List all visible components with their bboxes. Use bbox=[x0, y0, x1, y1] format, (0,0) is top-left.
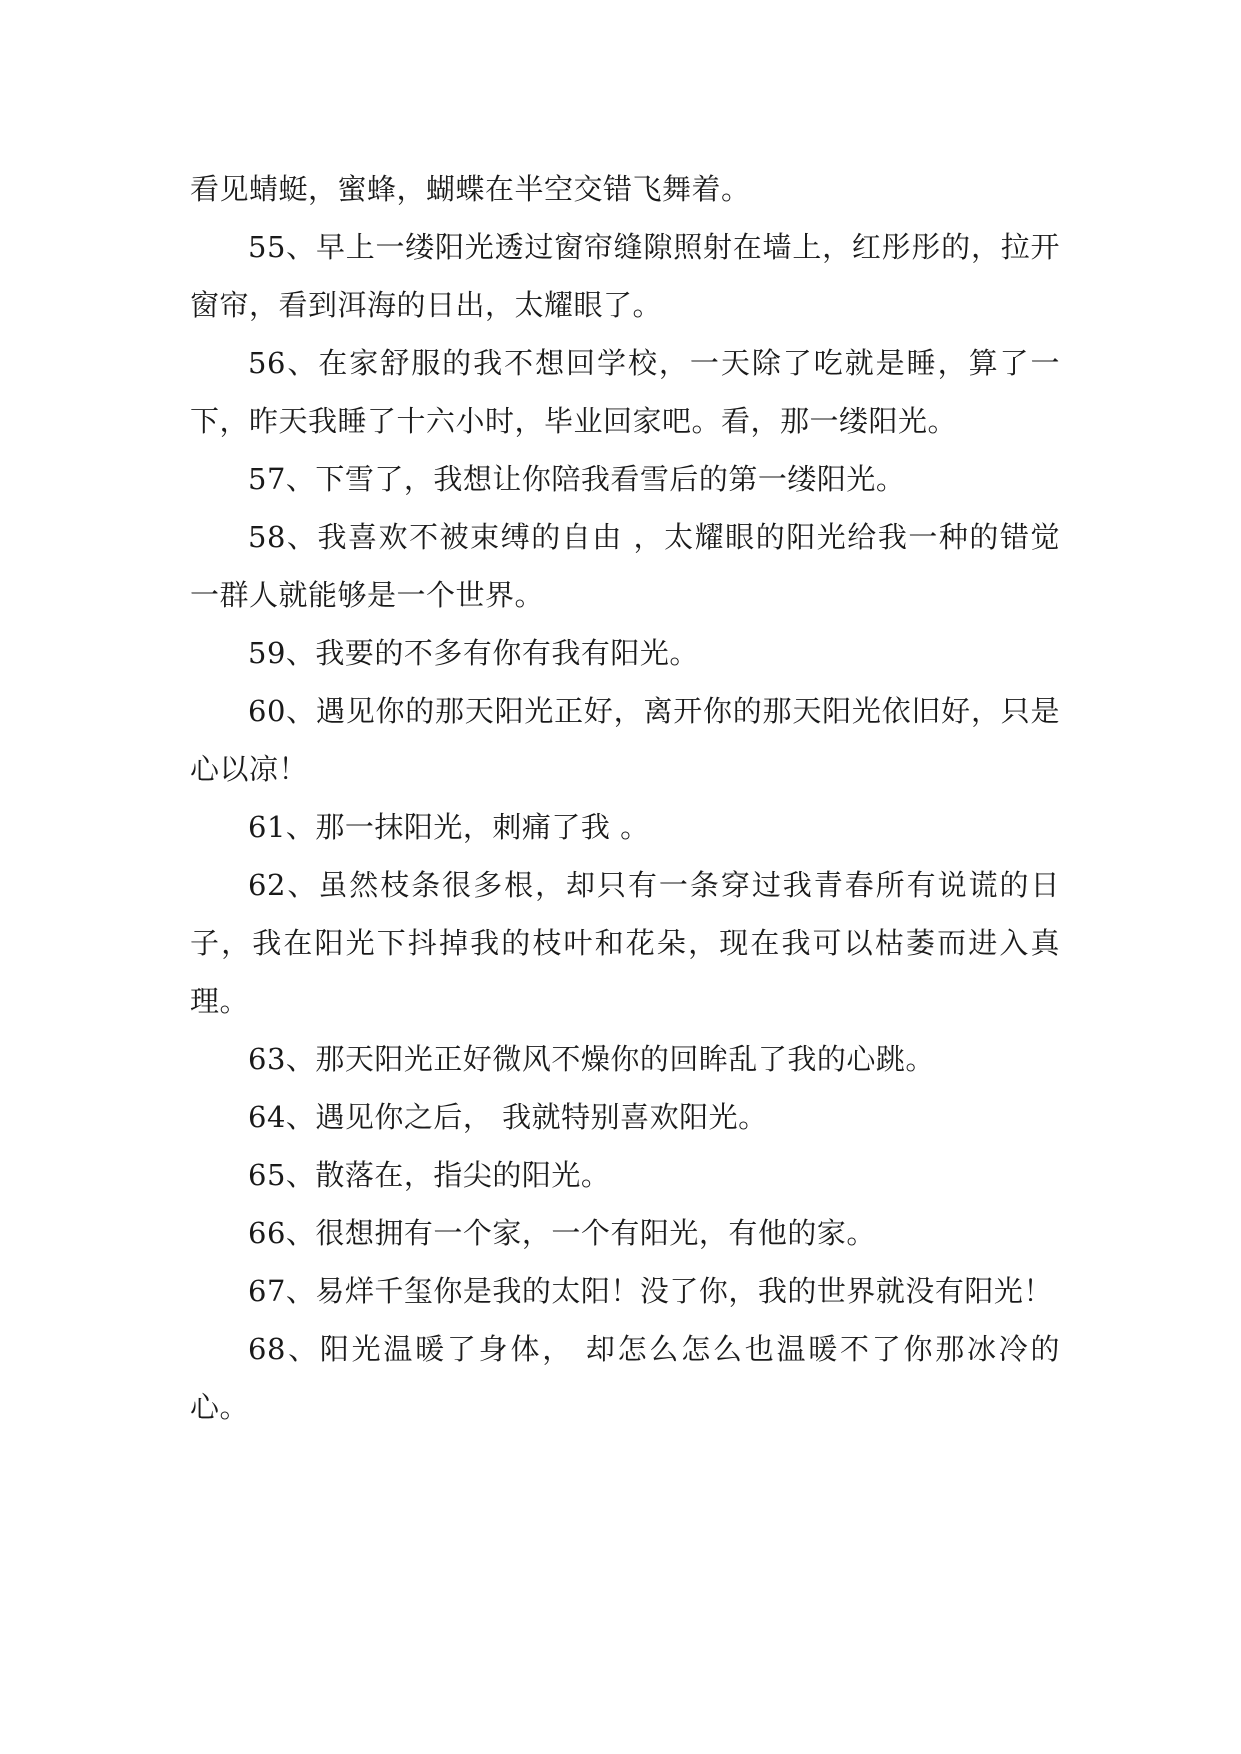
paragraph-65: 65、散落在，指尖的阳光。 bbox=[248, 1158, 611, 1192]
paragraph-62: 62、虽然枝条很多根，却只有一条穿过我青春所有说谎的日子，我在阳光下抖掉我的枝叶和花朵，现在我可以枯萎而进入真理。 bbox=[190, 868, 1060, 1018]
paragraph-58: 58、我喜欢不被束缚的自由 ，太耀眼的阳光给我一种的错觉 一群人就能够是一个世界。 bbox=[190, 520, 1060, 612]
paragraph-61: 61、那一抹阳光，刺痛了我 。 bbox=[248, 810, 650, 844]
paragraph-57: 57、下雪了，我想让你陪我看雪后的第一缕阳光。 bbox=[248, 462, 906, 496]
paragraph-63: 63、那天阳光正好微风不燥你的回眸乱了我的心跳。 bbox=[248, 1042, 935, 1076]
paragraph-68: 68、阳光温暖了身体， 却怎么怎么也温暖不了你那冰冷的心。 bbox=[190, 1332, 1060, 1424]
paragraph-66: 66、很想拥有一个家，一个有阳光，有他的家。 bbox=[248, 1216, 876, 1250]
paragraph-55: 55、早上一缕阳光透过窗帘缝隙照射在墙上，红彤彤的，拉开窗帘，看到洱海的日出，太耀眼了。 bbox=[190, 230, 1060, 322]
paragraph-64: 64、遇见你之后， 我就特别喜欢阳光。 bbox=[248, 1100, 768, 1134]
paragraph-59: 59、我要的不多有你有我有阳光。 bbox=[248, 636, 699, 670]
paragraph-continuation: 看见蜻蜓，蜜蜂，蝴蝶在半空交错飞舞着。 bbox=[190, 172, 751, 206]
paragraph-60: 60、遇见你的那天阳光正好，离开你的那天阳光依旧好，只是心以凉！ bbox=[190, 694, 1060, 786]
paragraph-67: 67、易烊千玺你是我的太阳！没了你，我的世界就没有阳光！ bbox=[248, 1274, 1053, 1308]
document-body bbox=[190, 160, 1060, 1436]
paragraph-56: 56、在家舒服的我不想回学校，一天除了吃就是睡，算了一下，昨天我睡了十六小时，毕业回家吧。看，那一缕阳光。 bbox=[190, 346, 1060, 438]
